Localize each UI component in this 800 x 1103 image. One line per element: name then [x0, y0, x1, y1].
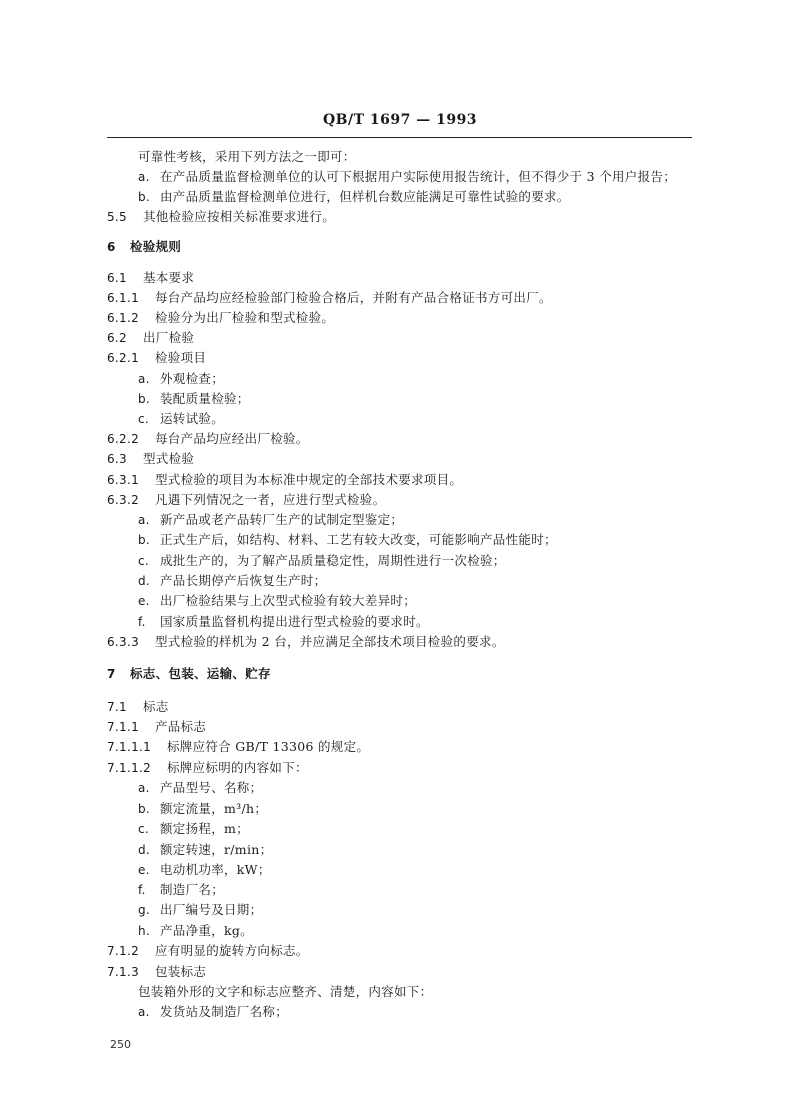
clause-number: 6.2.2 [107, 432, 140, 446]
document-line [138, 819, 249, 839]
clause-number: h. [138, 924, 151, 938]
document-line [138, 612, 429, 632]
clause-number: a. [138, 1005, 150, 1019]
document-line [107, 429, 309, 449]
clause-number: g. [138, 903, 151, 917]
document-line [107, 328, 194, 348]
section-heading-line [107, 664, 271, 684]
clause-text: 包装箱外形的文字和标志应整齐、清楚，内容如下： [138, 984, 433, 999]
document-line [138, 840, 272, 860]
clause-number: 7.1.1.2 [107, 761, 152, 775]
document-line [138, 167, 676, 187]
clause-number: 7.1.1.1 [107, 740, 152, 754]
clause-number: f. [138, 615, 146, 629]
clause-number: 6.3.2 [107, 493, 140, 507]
clause-number: b. [138, 190, 151, 204]
clause-number: a. [138, 513, 150, 527]
clause-text: 每台产品均应经出厂检验。 [155, 431, 309, 446]
clause-text: 检验项目 [155, 350, 207, 365]
document-line [107, 758, 308, 778]
clause-text: 额定转速，r/min； [160, 842, 273, 857]
clause-text: 成批生产的，为了解产品质量稳定性，周期性进行一次检验； [160, 553, 506, 568]
clause-text: 正式生产后，如结构、材料、工艺有较大改变，可能影响产品性能时； [160, 532, 557, 547]
clause-number: e. [138, 594, 150, 608]
document-line [107, 207, 335, 227]
document-line [107, 697, 169, 717]
document-line [138, 369, 224, 389]
clause-number: e. [138, 863, 150, 877]
clause-number: 7.1.3 [107, 965, 140, 979]
clause-number: 7.1 [107, 700, 127, 714]
clause-number: b. [138, 533, 151, 547]
clause-number: 6.1.2 [107, 311, 140, 325]
document-line [138, 982, 432, 1002]
document-line [107, 470, 462, 490]
clause-number: 7.1.1 [107, 720, 140, 734]
clause-number: 6.3.3 [107, 635, 140, 649]
document-line [138, 530, 557, 550]
clause-text: 在产品质量监督检测单位的认可下根据用户实际使用报告统计，但不得少于 3 个用户报告； [160, 169, 677, 184]
document-line [138, 551, 506, 571]
clause-number: 6.1 [107, 271, 127, 285]
clause-text: 基本要求 [143, 270, 195, 285]
document-code-header: QB/T 1697 — 1993 [322, 112, 478, 128]
clause-text: 检验分为出厂检验和型式检验。 [155, 310, 335, 325]
document-line [138, 187, 570, 207]
clause-text: 新产品或老产品转厂生产的试制定型鉴定； [160, 512, 404, 527]
document-line [107, 490, 385, 510]
clause-number: c. [138, 822, 150, 836]
clause-text: 产品长期停产后恢复生产时； [160, 573, 327, 588]
document-line [138, 510, 403, 530]
document-line [107, 737, 369, 757]
clause-number: b. [138, 802, 151, 816]
clause-text: 国家质量监督机构提出进行型式检验的要求时。 [160, 614, 429, 629]
clause-text: 标志 [143, 699, 169, 714]
clause-number: 7 [107, 667, 116, 681]
clause-text: 产品净重，kg。 [160, 923, 253, 938]
clause-text: 每台产品均应经检验部门检验合格后，并附有产品合格证书方可出厂。 [155, 290, 552, 305]
document-line [138, 591, 416, 611]
clause-text: 标志、包装、运输、贮存 [130, 666, 271, 681]
document-line [107, 348, 206, 368]
clause-text: 外观检查； [160, 371, 225, 386]
document-line [138, 147, 356, 167]
clause-number: 6.2.1 [107, 351, 140, 365]
document-line [138, 409, 224, 429]
clause-text: 额定扬程，m； [160, 821, 249, 836]
clause-text: 其他检验应按相关标准要求进行。 [143, 209, 336, 224]
clause-number: 5.5 [107, 210, 127, 224]
clause-number: d. [138, 843, 151, 857]
document-line [107, 449, 194, 469]
clause-text: 标牌应符合 GB/T 13306 的规定。 [167, 739, 370, 754]
clause-text: 凡遇下列情况之一者，应进行型式检验。 [155, 492, 386, 507]
clause-text: 型式检验的样机为 2 台，并应满足全部技术项目检验的要求。 [155, 634, 505, 649]
clause-number: f. [138, 883, 146, 897]
document-line [107, 268, 194, 288]
clause-text: 检验规则 [130, 239, 182, 254]
clause-text: 产品标志 [155, 719, 207, 734]
clause-text: 制造厂名； [160, 882, 225, 897]
clause-number: c. [138, 554, 150, 568]
document-line [107, 308, 334, 328]
document-line [107, 717, 206, 737]
page-number: 250 [110, 1038, 131, 1051]
document-line [138, 921, 253, 941]
clause-text: 可靠性考核，采用下列方法之一即可： [138, 149, 356, 164]
section-heading-line [107, 237, 181, 257]
clause-text: 包装标志 [155, 964, 207, 979]
clause-number: b. [138, 392, 151, 406]
clause-text: 应有明显的旋转方向标志。 [155, 943, 309, 958]
clause-text: 型式检验 [143, 451, 195, 466]
clause-text: 电动机功率，kW； [160, 862, 271, 877]
clause-number: 6.3.1 [107, 473, 140, 487]
document-line [138, 1002, 288, 1022]
document-line [107, 288, 552, 308]
clause-text: 由产品质量监督检测单位进行，但样机台数应能满足可靠性试验的要求。 [160, 189, 570, 204]
document-line [138, 860, 271, 880]
clause-text: 装配质量检验； [160, 391, 250, 406]
clause-number: 6.3 [107, 452, 127, 466]
clause-number: d. [138, 574, 151, 588]
clause-number: a. [138, 372, 150, 386]
clause-text: 运转试验。 [160, 411, 225, 426]
clause-number: c. [138, 412, 150, 426]
document-line [107, 962, 206, 982]
document-line [138, 778, 262, 798]
document-line [138, 799, 267, 819]
clause-text: 标牌应标明的内容如下： [167, 760, 308, 775]
document-line [107, 632, 505, 652]
clause-number: 6 [107, 240, 116, 254]
document-line [107, 941, 309, 961]
document-line [138, 900, 262, 920]
clause-text: 出厂检验结果与上次型式检验有较大差异时； [160, 593, 417, 608]
clause-text: 产品型号、名称； [160, 780, 263, 795]
document-line [138, 389, 250, 409]
clause-text: 出厂编号及日期； [160, 902, 263, 917]
document-line [138, 571, 326, 591]
clause-text: 型式检验的项目为本标准中规定的全部技术要求项目。 [155, 472, 463, 487]
clause-text: 额定流量，m³/h； [160, 801, 268, 816]
clause-text: 发货站及制造厂名称； [160, 1004, 289, 1019]
clause-number: a. [138, 170, 150, 184]
document-line [138, 880, 224, 900]
clause-number: 6.2 [107, 331, 127, 345]
clause-text: 出厂检验 [143, 330, 195, 345]
clause-number: 7.1.2 [107, 944, 140, 958]
clause-number: a. [138, 781, 150, 795]
clause-number: 6.1.1 [107, 291, 140, 305]
